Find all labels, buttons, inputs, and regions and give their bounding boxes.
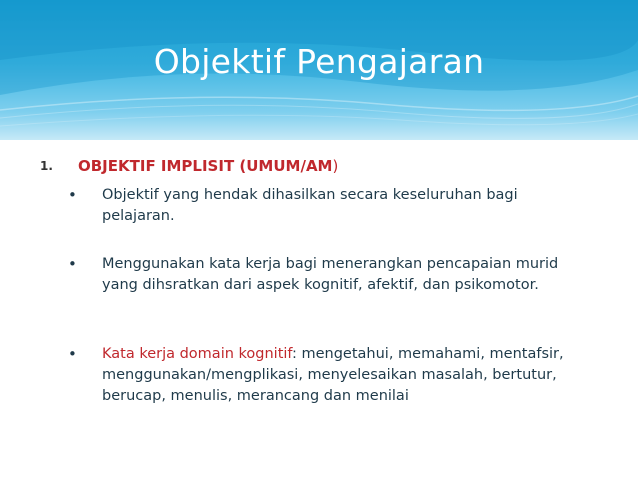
slide-title: Objektif Pengajaran — [153, 42, 485, 81]
list-item-body: : mengetahui, memahami, mentafsir, menggunakan/mengplikasi, menyelesaikan masalah, bertutur, berucap, menulis, merancang dan menilai — [102, 346, 564, 404]
bullet-icon: • — [68, 255, 77, 273]
highlight-text: Kata kerja domain kognitif — [102, 346, 292, 362]
section-heading-label: OBJEKTIF IMPLISIT (UMUM/AM — [78, 157, 333, 175]
bullet-icon: • — [68, 345, 77, 363]
list-item-text: Menggunakan kata kerja bagi menerangkan pencapaian murid yang dihsratkan dari aspek kognitif, afektif, dan psikomotor. — [102, 256, 559, 293]
section-heading-close: ) — [332, 157, 339, 175]
list-item-text: Objektif yang hendak dihasilkan secara keseluruhan bagi pelajaran. — [102, 187, 518, 224]
list-item-text — [102, 344, 578, 407]
section-heading-text — [78, 157, 338, 175]
section-number: 1. — [40, 159, 53, 173]
bullet-icon: • — [68, 186, 77, 204]
title-banner — [0, 0, 638, 140]
